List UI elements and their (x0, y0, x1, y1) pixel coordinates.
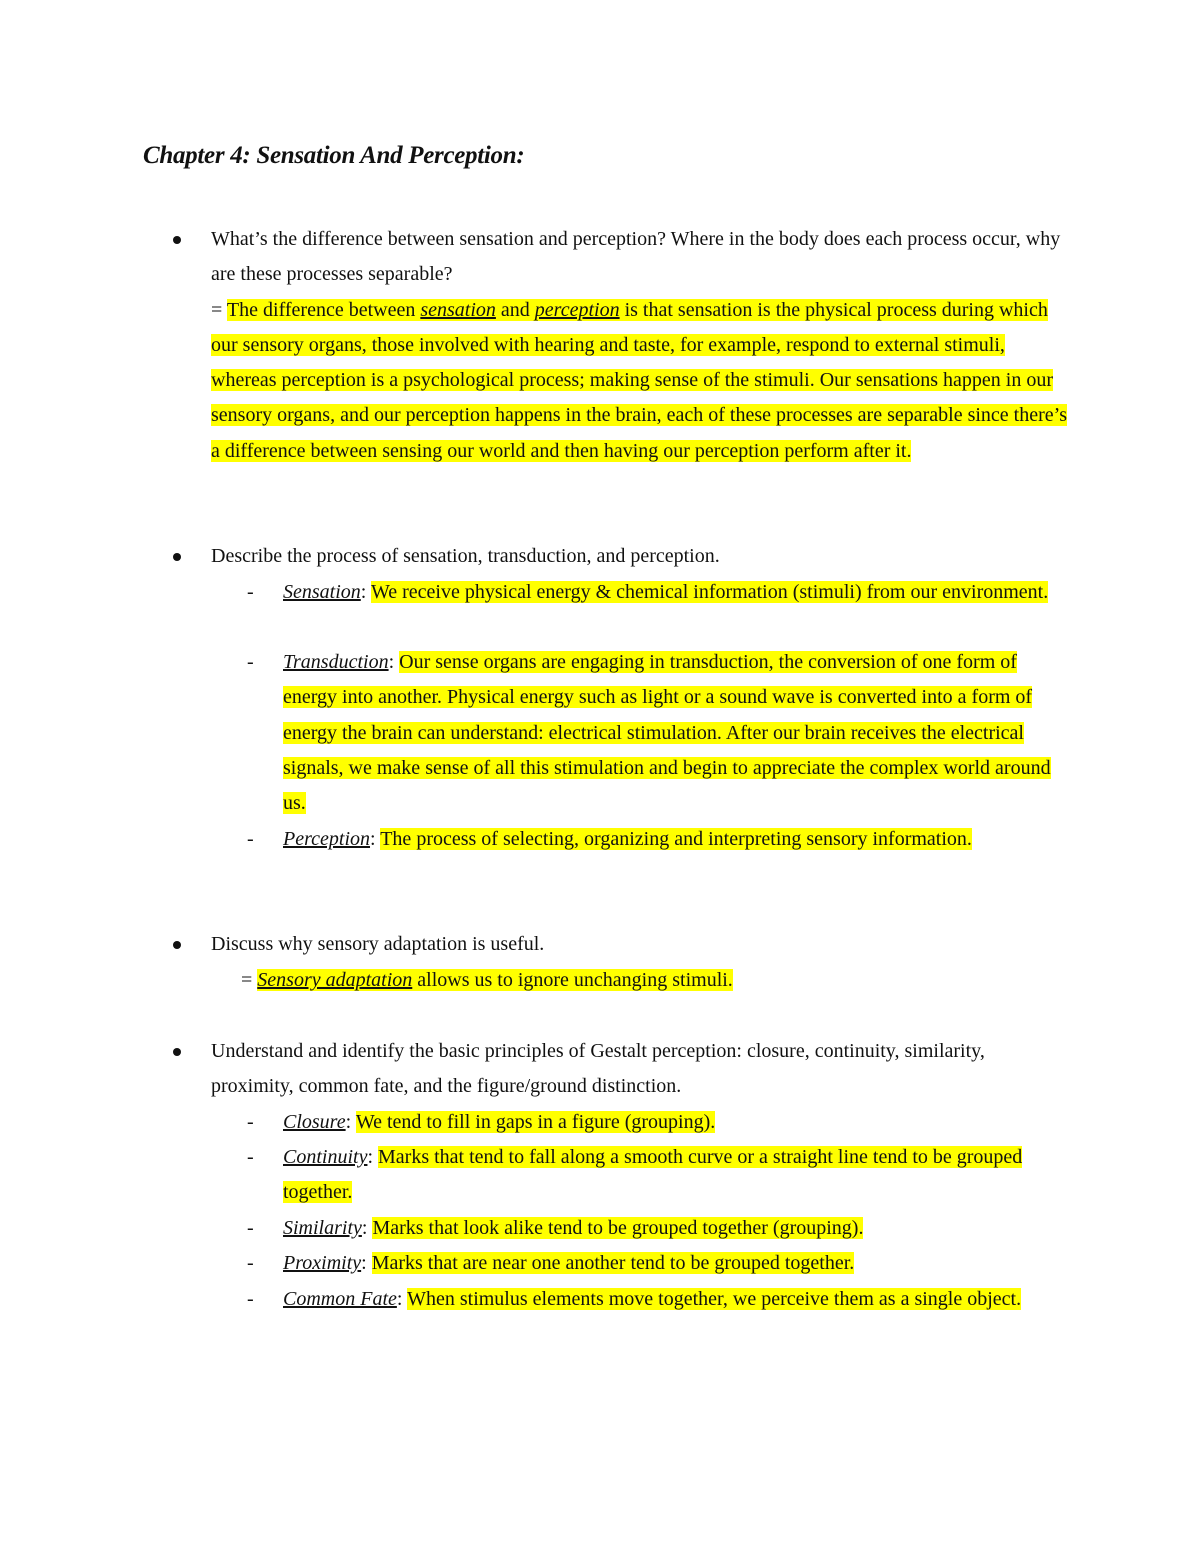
answer-1-pre: The difference between (226, 298, 416, 321)
sub-item (247, 1140, 1073, 1211)
sub-item-text: When stimulus elements move together, we perceive them as a single object. (407, 1288, 1022, 1310)
colon: : (361, 1252, 367, 1274)
dash-icon: - (247, 581, 254, 603)
question-2 (211, 539, 1071, 574)
colon: : (367, 1146, 374, 1168)
answer-1-and: and (500, 298, 530, 321)
answer-3-text: allows us to ignore unchanging stimuli. (417, 969, 733, 991)
sub-item-term: Closure (283, 1111, 346, 1133)
sub-item-text: Marks that are near one another tend to be grouped together. (371, 1252, 855, 1274)
sub-item-text: Marks that look alike tend to be grouped together (grouping). (372, 1217, 864, 1239)
sub-item (247, 575, 1073, 610)
equals-sign: = (211, 298, 223, 321)
dash-icon: - (247, 1111, 254, 1133)
dash-icon: - (247, 1288, 254, 1310)
colon: : (345, 1111, 352, 1133)
question-1-text: What’s the difference between sensation and perception? Where in the body does each process occur, why are these processes separable? (211, 228, 1061, 286)
sub-item-term: Transduction (283, 651, 389, 673)
equals-sign: = (241, 969, 253, 991)
sub-item (247, 1246, 1073, 1281)
sub-item-term: Sensation (283, 581, 361, 603)
dash-icon: - (247, 651, 254, 673)
sub-item-term: Common Fate (283, 1288, 397, 1310)
term-sensory-adaptation: Sensory adaptation (257, 969, 413, 991)
answer-1 (211, 293, 1071, 469)
sub-item-term: Similarity (283, 1217, 362, 1239)
sub-item-term: Perception (283, 828, 371, 850)
sub-item-term: Continuity (283, 1146, 368, 1168)
sub-item-text: Our sense organs are engaging in transduction, the conversion of one form of energy into another. Physical energy such as light or a sound wave is converted into a form of energy the brain can understand: electrical stimulation. After our brain receives the electrical signals, we make sense of all this stimulation and begin to appreciate the complex world around us. (283, 651, 1051, 815)
dash-icon: - (247, 1146, 254, 1168)
bullet-icon (173, 553, 181, 561)
sub-item (247, 645, 1073, 821)
bullet-icon (173, 1048, 181, 1056)
question-3 (211, 927, 1071, 962)
colon: : (370, 828, 376, 850)
sub-item (247, 1211, 1073, 1246)
dash-icon: - (247, 828, 254, 850)
dash-icon: - (247, 1252, 254, 1274)
sub-item-text: The process of selecting, organizing and interpreting sensory information. (380, 828, 972, 850)
question-4-text: Understand and identify the basic principles of Gestalt perception: closure, continuity, similarity, proximity, common fate, and the figure/ground distinction. (211, 1040, 985, 1098)
sub-item (247, 1282, 1073, 1317)
sub-item (247, 822, 1073, 857)
answer-1-post: is that sensation is the physical process during which our sensory organs, those involved with hearing and taste, for example, respond to external stimuli, whereas perception is a psychological process; making sense of the stimuli. Our sensations happen in our sensory organs, and our perception happens in the brain, each of these processes are separable since there’s a difference between sensing our world and then having our perception perform after it. (211, 298, 1067, 462)
term-perception: perception (534, 298, 620, 321)
sub-item (247, 1105, 1073, 1140)
sub-item-text: We tend to fill in gaps in a figure (grouping). (355, 1111, 716, 1133)
page-title: Chapter 4: Sensation And Perception: (143, 142, 525, 169)
sub-item-term: Proximity (283, 1252, 362, 1274)
colon: : (388, 651, 395, 673)
question-4 (211, 1034, 1071, 1105)
dash-icon: - (247, 1217, 254, 1239)
term-sensation: sensation (420, 298, 496, 321)
highlight (211, 299, 1067, 462)
question-3-text: Discuss why sensory adaptation is useful. (211, 933, 545, 955)
sub-item-text: We receive physical energy & chemical information (stimuli) from our environment. (370, 581, 1049, 603)
bullet-icon (173, 941, 181, 949)
colon: : (361, 1217, 368, 1239)
colon: : (396, 1288, 403, 1310)
sub-item-text: Marks that tend to fall along a smooth curve or a straight line tend to be grouped together. (283, 1146, 1023, 1204)
answer-3 (241, 963, 733, 998)
highlight (257, 969, 733, 991)
question-1 (211, 222, 1071, 469)
question-2-text: Describe the process of sensation, transduction, and perception. (211, 545, 720, 567)
bullet-icon (173, 236, 181, 244)
colon: : (360, 581, 367, 603)
